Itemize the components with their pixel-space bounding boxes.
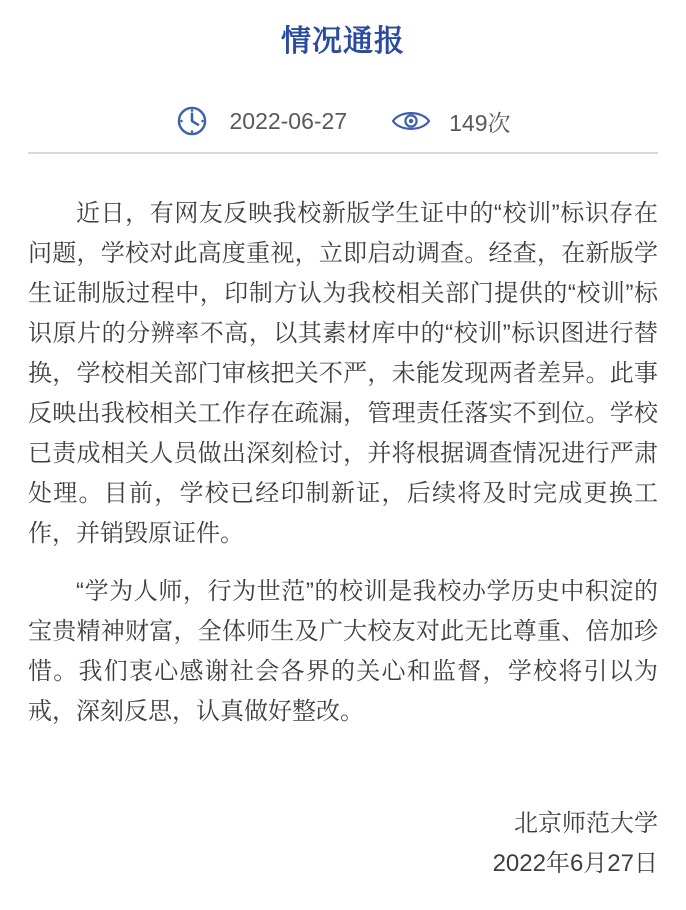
meta-row <box>28 104 658 138</box>
page-title: 情况通报 <box>281 25 405 58</box>
notice-paragraph-1: 近日，有网友反映我校新版学生证中的“校训”标识存在问题，学校对此高度重视，立即启动调查。经查，在新版学生证制版过程中，印制方认为我校相关部门提供的“校训”标识原片的分辨率不高，以其素材库中的“校训”标识图进行替换，学校相关部门审核把关不严，未能发现两者差异。此事反映出我校相关工作存在疏漏，管理责任落实不到位。学校已责成相关人员做出深刻检讨，并将根据调查情况进行严肃处理。目前，学校已经印制新证，后续将及时完成更换工作，并销毁原证件。 <box>28 200 658 547</box>
notice-body <box>28 194 658 732</box>
signature-block <box>28 804 658 884</box>
signature-date: 2022年6月27日 <box>492 850 658 877</box>
clock-icon <box>175 104 209 138</box>
view-count: 149次 <box>449 109 511 136</box>
notice-paragraph-2: “学为人师，行为世范”的校训是我校办学历史中积淀的宝贵精神财富，全体师生及广大校友对此无比尊重、倍加珍惜。我们衷心感谢社会各界的关心和监督，学校将引以为戒，深刻反思，认真做好整改。 <box>28 578 658 725</box>
signature-org: 北京师范大学 <box>514 810 658 837</box>
publish-date: 2022-06-27 <box>229 107 348 134</box>
eye-icon <box>391 108 431 134</box>
divider <box>28 152 658 154</box>
